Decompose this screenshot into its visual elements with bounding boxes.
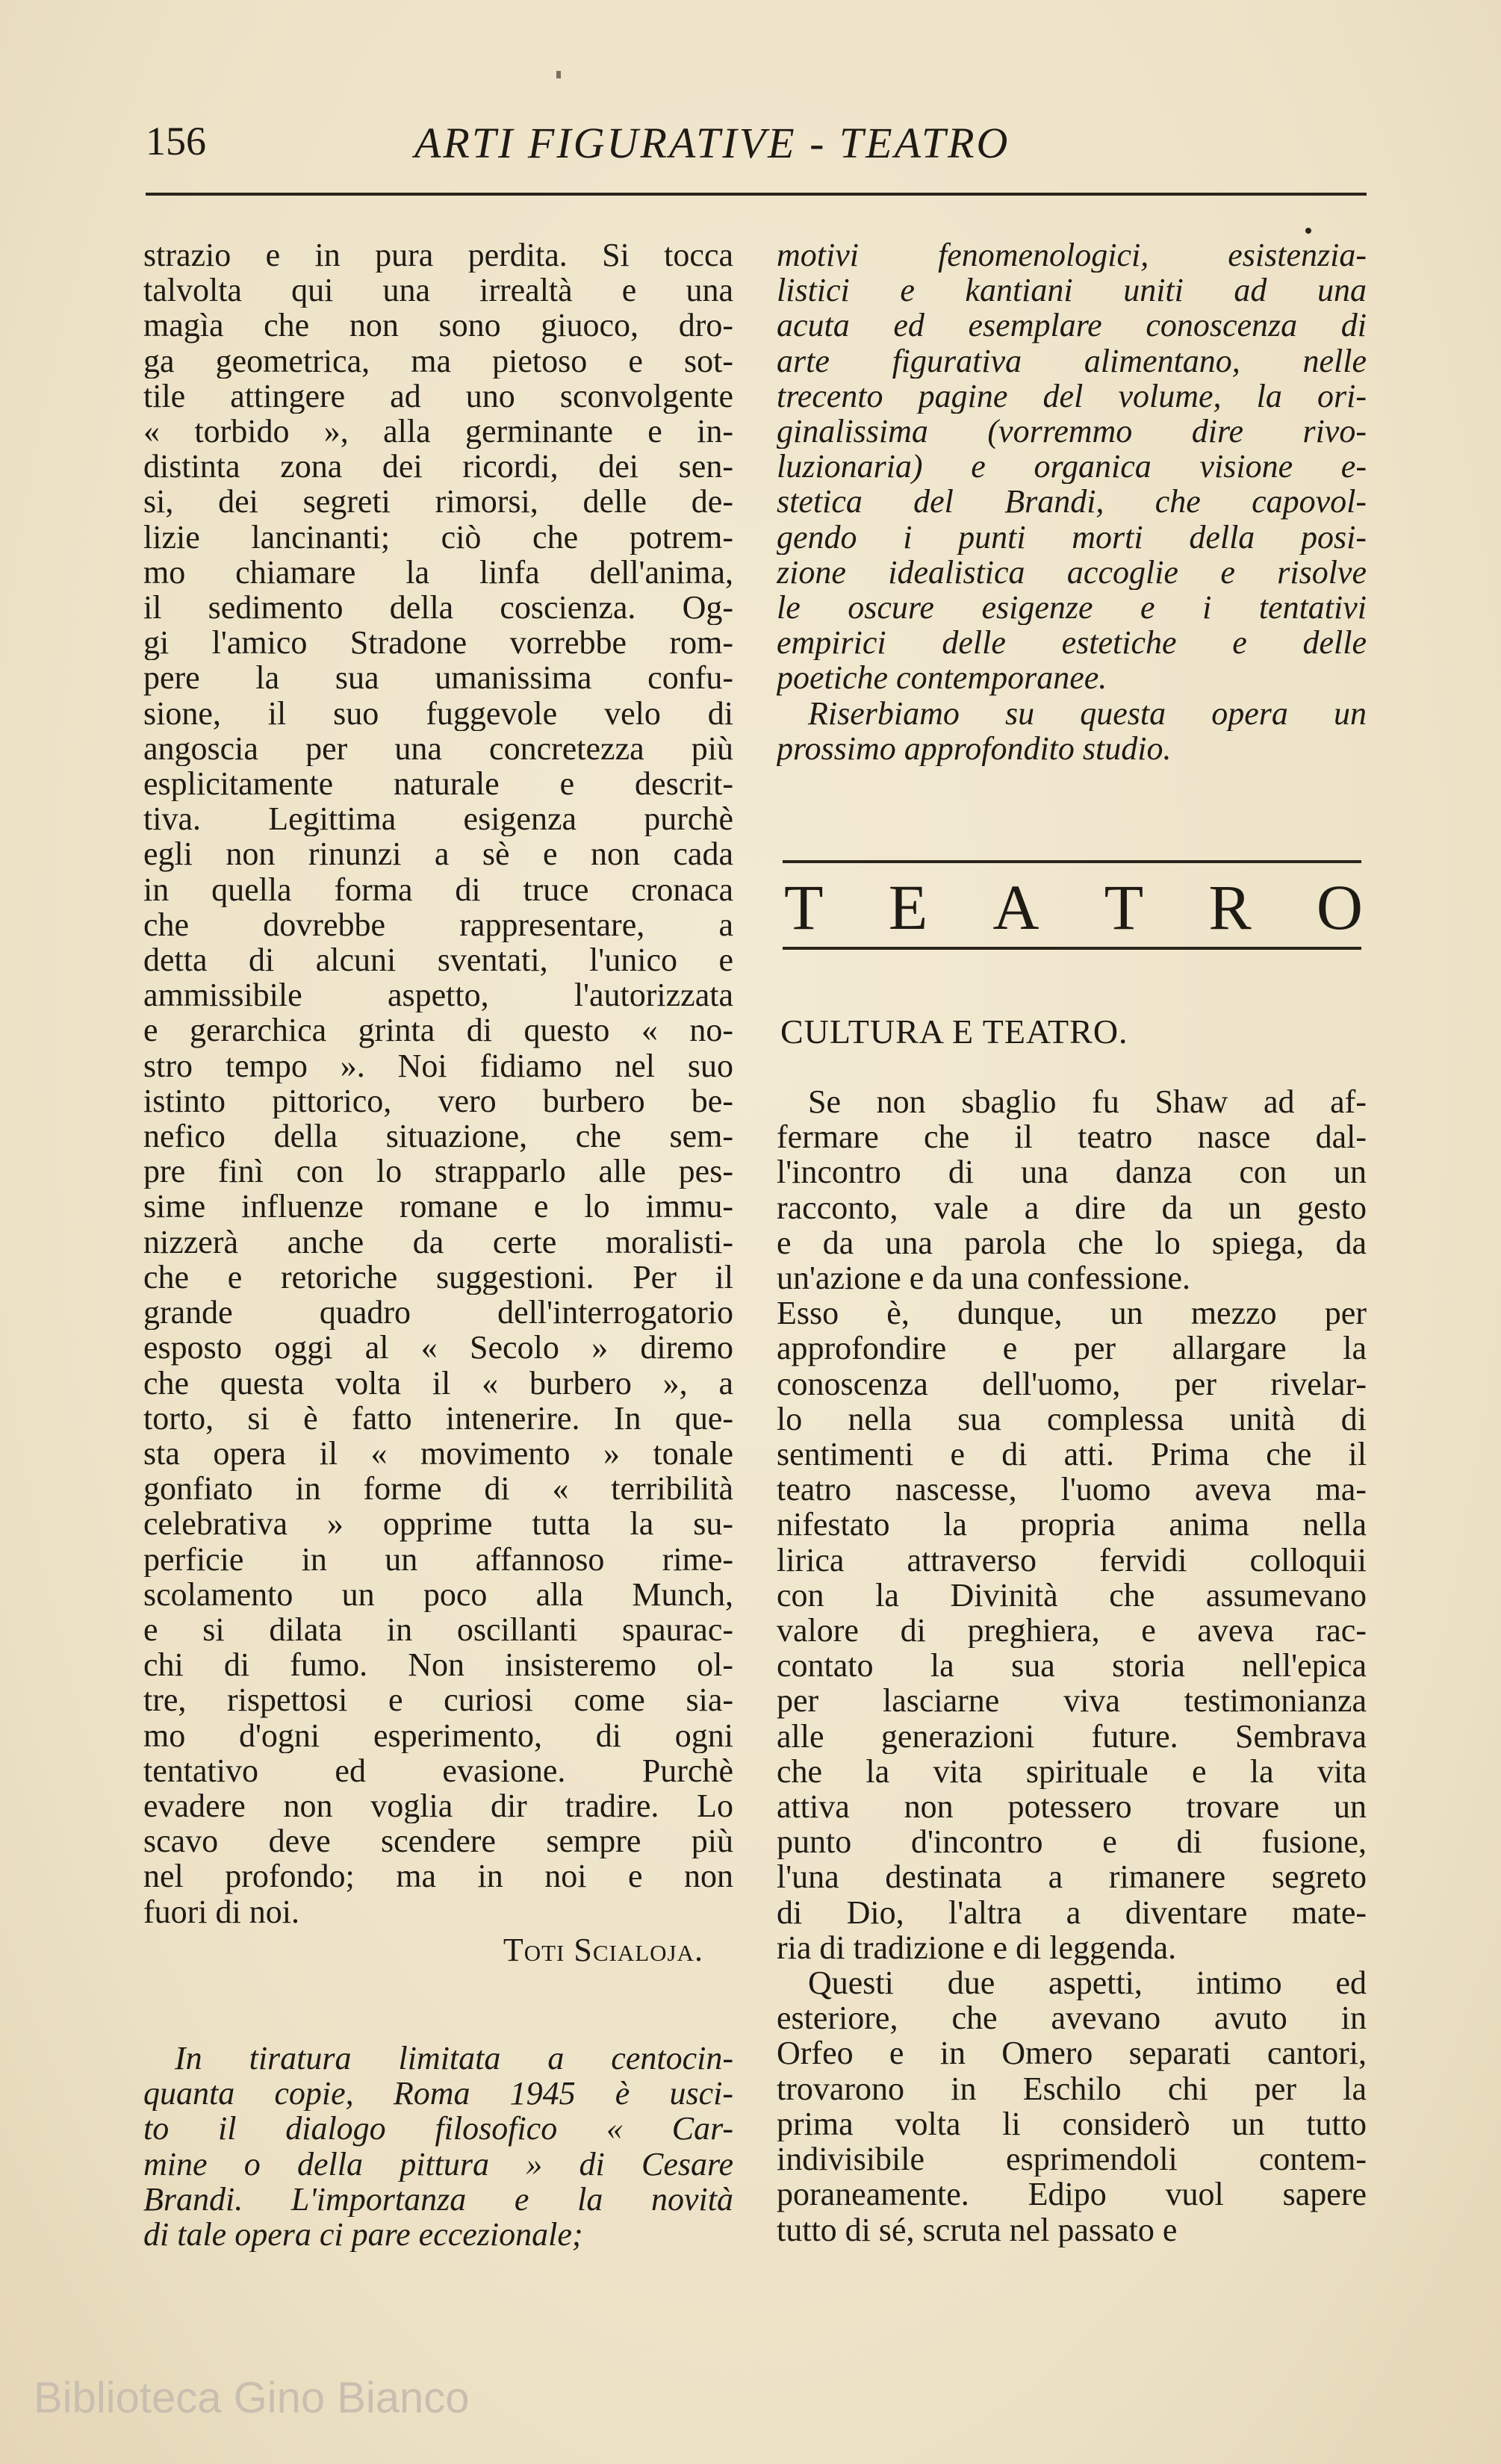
text-line: angoscia per una concretezza più — [143, 730, 733, 767]
text-line: esposto oggi al « Secolo » diremo — [143, 1330, 733, 1366]
print-mark — [556, 71, 561, 78]
left-column-body — [143, 237, 733, 1929]
text-line: trecento pagine del volume, la ori- — [777, 378, 1367, 414]
text-line: tile attingere ad uno sconvolgente — [143, 378, 733, 414]
text-line: tiva. Legittima esigenza purchè — [143, 801, 733, 837]
text-line: istinto pittorico, vero burbero be- — [143, 1083, 733, 1119]
text-line: in quella forma di truce cronaca — [143, 871, 733, 907]
text-line: lo nella sua complessa unità di — [777, 1401, 1367, 1437]
right-column-top — [777, 237, 1367, 766]
book-note-continued — [777, 237, 1367, 766]
text-line: sime influenze romane e lo immu- — [143, 1189, 733, 1225]
author-signature: Toti Scialoja. — [503, 1931, 703, 1968]
text-line: Riserbiamo su questa opera un — [808, 695, 1367, 731]
text-line: per lasciarne viva testimonianza — [777, 1683, 1367, 1719]
section-title-letter: T — [1104, 871, 1144, 943]
text-line: arte figurativa alimentano, nelle — [777, 343, 1367, 379]
text-line: di tale opera ci pare eccezionale; — [143, 2216, 583, 2253]
print-dot — [1305, 228, 1311, 234]
text-line: detta di alcuni sventati, l'unico e — [143, 942, 733, 978]
text-line: chi di fumo. Non insisteremo ol- — [143, 1647, 733, 1683]
text-line: to il dialogo filosofico « Car- — [143, 2111, 733, 2147]
text-line: talvolta qui una irrealtà e una — [143, 273, 733, 308]
text-line: trovarono in Eschilo chi per la — [777, 2071, 1367, 2106]
text-line: ga geometrica, ma pietoso e sot- — [143, 343, 733, 379]
text-line: stetica del Brandi, che capovol- — [777, 484, 1367, 520]
library-watermark: Biblioteca Gino Bianco — [34, 2374, 470, 2422]
text-line: sta opera il « movimento » tonale — [143, 1435, 733, 1472]
text-line: magìa che non sono giuoco, dro- — [143, 308, 733, 343]
text-line: fuori di noi. — [143, 1894, 299, 1929]
text-line: stro tempo ». Noi fidiamo nel suo — [143, 1048, 733, 1083]
text-line: distinta zona dei ricordi, dei sen- — [143, 449, 733, 485]
text-line: indivisibile esprimendoli contem- — [777, 2141, 1367, 2177]
text-line: Se non sbaglio fu Shaw ad af- — [808, 1084, 1367, 1120]
text-line: acuta ed esemplare conoscenza di — [777, 308, 1367, 343]
text-line: conoscenza dell'uomo, per rivelar- — [777, 1366, 1367, 1401]
text-line: con la Divinità che assumevano — [777, 1577, 1367, 1614]
text-line: perficie in un affannoso rime- — [143, 1541, 733, 1577]
text-line: motivi fenomenologici, esistenzia- — [777, 237, 1367, 273]
text-line: pere la sua umanissima confu- — [143, 660, 733, 696]
section-title-letter: R — [1208, 871, 1252, 943]
text-line: nefico della situazione, che sem- — [143, 1119, 733, 1154]
text-line: lirica attraverso fervidi colloquii — [777, 1542, 1367, 1578]
text-line: egli non rinunzi a sè e non cada — [143, 836, 733, 872]
text-line: poraneamente. Edipo vuol sapere — [777, 2177, 1367, 2212]
text-line: il sedimento della coscienza. Og- — [143, 590, 733, 626]
text-line: l'incontro di una danza con un — [777, 1154, 1367, 1190]
paragraph-gap — [143, 1967, 733, 2041]
text-line: mo d'ogni esperimento, di ogni — [143, 1717, 733, 1753]
page-number: 156 — [146, 119, 206, 164]
page-header — [146, 112, 1367, 179]
text-line: strazio e in pura perdita. Si tocca — [143, 237, 733, 273]
running-title: ARTI FIGURATIVE - TEATRO — [414, 119, 1010, 167]
section-title — [784, 870, 1363, 945]
text-line: pre finì con lo strapparlo alle pes- — [143, 1154, 733, 1189]
section-title-letter: T — [784, 871, 824, 943]
text-line: listici e kantiani uniti ad una — [777, 273, 1367, 308]
text-line: prima volta li considerò un tutto — [777, 2106, 1367, 2142]
text-line: valore di preghiera, e aveva rac- — [777, 1613, 1367, 1649]
text-line: ginalissima (vorremmo dire rivo- — [777, 414, 1367, 449]
text-line: e da una parola che lo spiega, da — [777, 1225, 1367, 1261]
text-line: che e retoriche suggestioni. Per il — [143, 1259, 733, 1295]
text-line: Orfeo e in Omero separati cantori, — [777, 2035, 1367, 2071]
text-line: nel profondo; ma in noi e non — [143, 1858, 733, 1894]
text-line: prossimo approfondito studio. — [777, 730, 1172, 767]
text-line: Esso è, dunque, un mezzo per — [777, 1295, 1367, 1331]
text-line: racconto, vale a dire da un gesto — [777, 1189, 1367, 1225]
text-line: gendo i punti morti della posi- — [777, 519, 1367, 555]
text-line: punto d'incontro e di fusione, — [777, 1824, 1367, 1860]
text-line: esteriore, che avevano avuto in — [777, 2000, 1367, 2036]
text-line: attiva non potessero trovare un — [777, 1789, 1367, 1825]
text-line: mo chiamare la linfa dell'anima, — [143, 554, 733, 591]
text-line: grande quadro dell'interrogatorio — [143, 1295, 733, 1331]
header-rule — [146, 193, 1367, 196]
text-line: l'una destinata a rimanere segreto — [777, 1859, 1367, 1895]
text-line: e gerarchica grinta di questo « no- — [143, 1012, 733, 1048]
text-line: zione idealistica accoglie e risolve — [777, 554, 1367, 591]
text-line: lizie lancinanti; ciò che potrem- — [143, 519, 733, 555]
text-line: tutto di sé, scruta nel passato e — [777, 2212, 1178, 2247]
text-line: nifestato la propria anima nella — [777, 1507, 1367, 1543]
text-line: poetiche contemporanee. — [777, 660, 1107, 696]
left-column — [143, 237, 733, 2252]
text-line: mine o della pittura » di Cesare — [143, 2146, 733, 2182]
text-line: si, dei segreti rimorsi, delle de- — [143, 484, 733, 520]
text-line: tentativo ed evasione. Purchè — [143, 1752, 733, 1788]
text-line: Questi due aspetti, intimo ed — [808, 1965, 1367, 2001]
text-line: scolamento un poco alla Munch, — [143, 1576, 733, 1612]
text-line: In tiratura limitata a centocin- — [175, 2040, 733, 2076]
text-line: torto, si è fatto intenerire. In que- — [143, 1400, 733, 1436]
text-line: tre, rispettosi e curiosi come sia- — [143, 1682, 733, 1718]
text-line: celebrativa » opprime tutta la su- — [143, 1506, 733, 1542]
text-line: gi l'amico Stradone vorrebbe rom- — [143, 625, 733, 661]
section-rule-top — [783, 860, 1361, 863]
text-line: evadere non voglia dir tradire. Lo — [143, 1788, 733, 1824]
text-line: sione, il suo fuggevole velo di — [143, 695, 733, 731]
section-title-letter: A — [992, 871, 1039, 943]
text-line: e si dilata in oscillanti spaurac- — [143, 1611, 733, 1648]
text-line: quanta copie, Roma 1945 è usci- — [143, 2076, 733, 2112]
section-title-letter: O — [1316, 871, 1363, 943]
text-line: ammissibile aspetto, l'autorizzata — [143, 977, 733, 1013]
text-line: approfondire e per allargare la — [777, 1331, 1367, 1366]
text-line: ria di tradizione e di leggenda. — [777, 1929, 1177, 1966]
text-line: alle generazioni future. Sembrava — [777, 1718, 1367, 1754]
text-line: le oscure esigenze e i tentativi — [777, 590, 1367, 626]
text-line: che dovrebbe rappresentare, a — [143, 906, 733, 943]
text-line: fermare che il teatro nasce dal- — [777, 1119, 1367, 1155]
text-line: sentimenti e di atti. Prima che il — [777, 1437, 1367, 1472]
text-line: « torbido », alla germinante e in- — [143, 414, 733, 449]
article-text — [777, 1084, 1367, 2247]
text-line: luzionaria) e organica visione e- — [777, 449, 1367, 485]
text-line: che questa volta il « burbero », a — [143, 1365, 733, 1401]
text-line: esplicitamente naturale e descrit- — [143, 766, 733, 802]
text-line: un'azione e da una confessione. — [777, 1260, 1191, 1296]
text-line: Brandi. L'importanza e la novità — [143, 2181, 733, 2217]
text-line: gonfiato in forme di « terribilità — [143, 1471, 733, 1507]
text-line: nizzerà anche da certe moralisti- — [143, 1224, 733, 1260]
book-note — [143, 2041, 733, 2252]
section-title-letter: E — [888, 871, 928, 943]
article-heading: CULTURA E TEATRO. — [780, 1012, 1128, 1051]
text-line: di Dio, l'altra a diventare mate- — [777, 1894, 1367, 1930]
section-rule-bottom — [783, 947, 1361, 950]
article-body — [777, 1084, 1367, 2247]
text-line: scavo deve scendere sempre più — [143, 1823, 733, 1859]
text-line: che la vita spirituale e la vita — [777, 1753, 1367, 1790]
text-line: empirici delle estetiche e delle — [777, 625, 1367, 661]
text-line: teatro nascesse, l'uomo aveva ma- — [777, 1472, 1367, 1508]
text-line: contato la sua storia nell'epica — [777, 1648, 1367, 1684]
